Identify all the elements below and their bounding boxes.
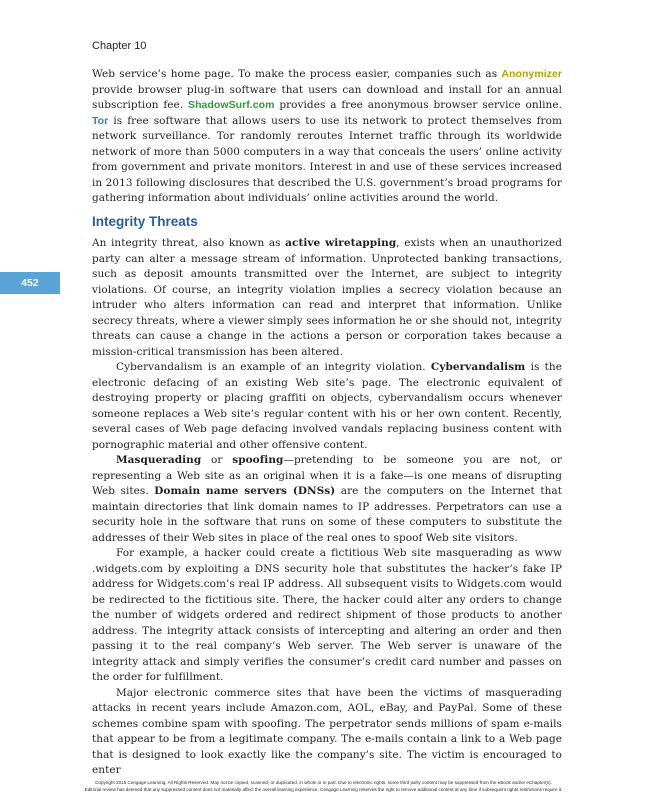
term-spoofing: spoofing bbox=[232, 454, 284, 466]
major-sites-paragraph: Major electronic commerce sites that have been the victims of masquerading attacks in recent years include Amazon.com, AOL, eBay, and PayPal. Some of these schemes combine spam with spoofing. The perpetrator sends millions of spam e-mails that appear to be from a legitimate company. The e-mails contain a link to a Web page that is designed to look exactly like the company’s site. The victim is encouraged to enter bbox=[92, 686, 562, 776]
shadowsurf-link[interactable]: ShadowSurf.com bbox=[188, 99, 275, 111]
intro-paragraph bbox=[92, 67, 562, 207]
section-body bbox=[92, 236, 562, 779]
term-domain-name-servers: Domain name servers (DNSs) bbox=[154, 485, 336, 497]
copyright-line-2: Editorial review has deemed that any suppressed content does not materially affect the overall learning experience. Cengage Learning reserves the right to remove additional content at any time if subsequent rights restrictions require it. bbox=[84, 787, 563, 792]
example-paragraph: For example, a hacker could create a fictitious Web site masquerading as www .widgets.com by exploiting a DNS security hole that substitutes the hacker’s fake IP address for Widgets.com’s real IP address. All subsequent visits to Widgets.com would be redirected to the fictitious site. There, the hacker could alter any orders to change the number of widgets ordered and redirect shipment of those products to another address. The integrity attack consists of intercepting and altering an order and then passing it to the real company’s Web server. The Web server is unaware of the integrity attack and simply verifies the consumer’s credit card number and passes on the order for fulfillment. bbox=[92, 547, 562, 683]
intro-text: Web service’s home page. To make the process easier, companies such as Anonymizer provide browser plug-in software that users can download and install for an annual subscription fee. ShadowSurf.com provides a free anonymous browser service online. Tor is free software that allows users to use its network to protect themselves from network surveillance. Tor randomly reroutes Internet traffic through its worldwide network of more than 5000 computers in a way that conceals the users’ online activity from government and private monitors. Interest in and use of these services increased in 2013 following disclosures that described the U.S. government’s broad programs for gathering information about individuals’ online activities around the world. bbox=[92, 68, 562, 204]
integrity-threat-paragraph: An integrity threat, also known as active wiretapping, exists when an unauthorized party can alter a message stream of information. Unprotected banking transactions, such as deposit amounts transmitted over the Internet, are subject to integrity violations. Of course, an integrity violation implies a secrecy violation because an intruder who alters information can read and interpret that information. Unlike secrecy threats, where a viewer simply sees information he or she should not, integrity threats can cause a change in the actions a person or corporation takes because a mission-critical transmission has been altered. bbox=[92, 237, 562, 358]
anonymizer-link[interactable]: Anonymizer bbox=[501, 68, 562, 80]
term-masquerading: Masquerading bbox=[116, 454, 202, 466]
masquerading-paragraph: Masquerading or spoofing—pretending to be someone you are not, or representing a Web site as an original when it is a fake—is one means of disrupting Web sites. Domain name servers (DNSs) are the computers on the Internet that maintain directories that link domain names to IP addresses. Perpetrators can use a security hole in the software that runs on some of these computers to substitute the addresses of their Web sites in place of the real ones to spoof Web site visitors. bbox=[92, 454, 562, 544]
page-number-tab: 452 bbox=[0, 272, 60, 294]
chapter-header: Chapter 10 bbox=[92, 40, 147, 52]
term-active-wiretapping: active wiretapping bbox=[285, 237, 397, 249]
term-cybervandalism: Cybervandalism bbox=[430, 361, 526, 373]
tor-link[interactable]: Tor bbox=[92, 114, 109, 127]
cybervandalism-paragraph: Cybervandalism is an example of an integrity violation. Cybervandalism is the electronic defacing of an existing Web site’s page. The electronic equivalent of destroying property or placing graffiti on objects, cybervandalism occurs whenever someone replaces a Web site’s regular content with his or her own content. Recently, several cases of Web page defacing involved vandals replacing business content with pornographic material and other offensive content. bbox=[92, 361, 562, 451]
section-heading: Integrity Threats bbox=[92, 214, 198, 229]
copyright-line-1: Copyright 2015 Cengage Learning. All Rights Reserved. May not be copied, scanned, or duplicated, in whole or in part. Due to electronic rights, some third party content may be suppressed from the eBook and/or eChapter(s). bbox=[95, 780, 552, 785]
